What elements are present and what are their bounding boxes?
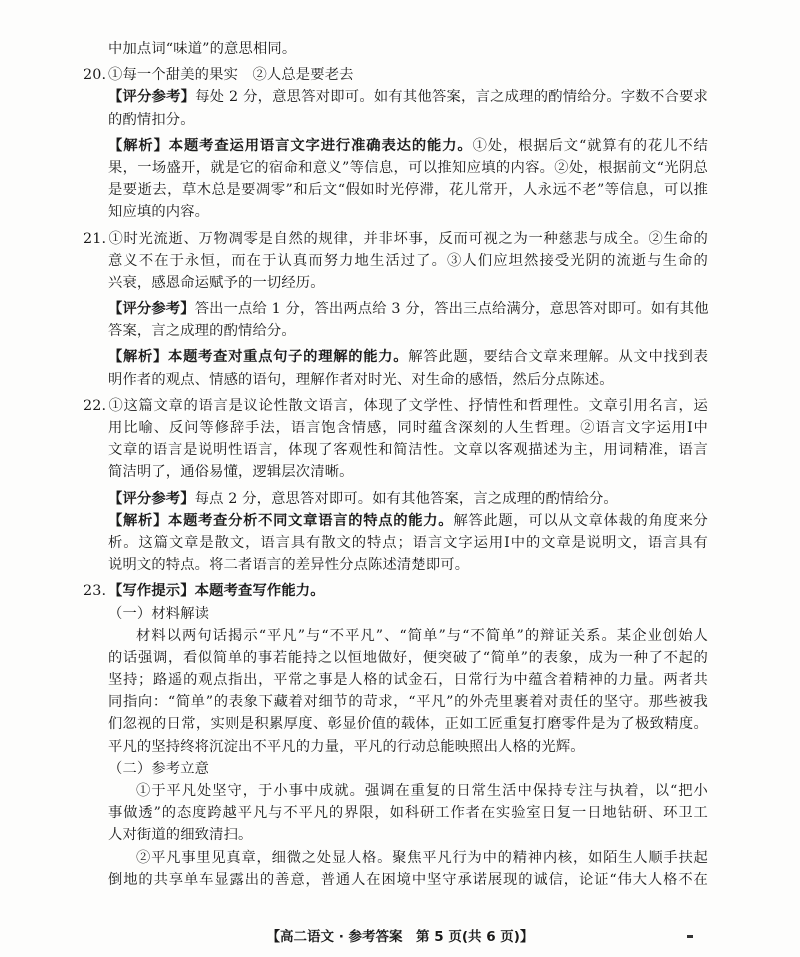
- bold-heading: 【解析】本题考查分析不同文章语言的特点的能力。: [108, 512, 454, 529]
- bold-heading: 【写作提示】本题考查写作能力。: [108, 583, 325, 600]
- line-text: ①处，根据后文“就算有的花儿不结: [472, 137, 708, 154]
- line-text: （二）参考立意: [108, 760, 210, 777]
- line-text: 每点 2 分，意思答对即可。如有其他答案，言之成理的酌情给分。: [194, 490, 618, 507]
- line-text: ①每一个甜美的果实 ②人总是要老去: [108, 67, 354, 84]
- bold-heading: 【解析】本题考查对重点句子的理解的能力。: [108, 349, 409, 366]
- text-line: [108, 824, 708, 846]
- line-text: （一）材料解读: [108, 605, 210, 622]
- text-line: [108, 439, 708, 461]
- line-text: 说明文的特点。将二者语言的差异性分点陈述清楚即可。: [108, 557, 470, 574]
- corner-mark: [687, 935, 693, 938]
- text-line: [108, 603, 708, 625]
- line-text: 每处 2 分，意思答对即可。如有其他答案，言之成理的酌情给分。字数不合要求: [195, 89, 709, 106]
- line-text: 解答此题，可以从文章体裁的角度来分: [453, 512, 708, 529]
- line-text: 简洁明了，通俗易懂，逻辑层次清晰。: [108, 464, 354, 481]
- line-text: ①时光流逝、万物凋零是自然的规律，并非坏事，反而可视之为一种慈悲与成全。②生命的: [108, 230, 708, 247]
- text-line: [108, 488, 708, 510]
- text-line: [108, 713, 708, 735]
- line-text: 答案，言之成理的酌情给分。: [108, 323, 296, 340]
- line-text: 果，一场盛开，就是它的宿命和意义”等信息，可以推知应填的内容。②处，根据前文“光阴总: [108, 159, 708, 176]
- line-text: 用比喻、反问等修辞手法，语言饱含情感，同时蕴含深刻的人生哲理。②语言文字运用Ⅰ中: [108, 420, 708, 436]
- line-text: 的话强调，看似简单的事若能持之以恒地做好，便突破了“简单”的表象，成为一种了不起的: [108, 649, 708, 666]
- text-line: [108, 135, 708, 157]
- text-line: [108, 298, 708, 320]
- line-text: 坚持；路遥的观点指出，平常之事是人格的试金石，日常行为中蕴含着精神的力量。两者共: [108, 672, 708, 689]
- text-line: [108, 417, 708, 439]
- text-line: [108, 109, 708, 131]
- line-text: 答出一点给 1 分，答出两点给 3 分，答出三点给满分，意思答对即可。如有其他: [194, 301, 709, 318]
- text-line: [108, 554, 708, 576]
- line-text: 们忽视的日常，实则是积累厚度、彰显价值的载体，正如工匠重复打磨零件是为了极致精度。: [108, 716, 708, 733]
- line-text: 中加点词“味道”的意思相同。: [108, 41, 297, 57]
- answer-key-body: [83, 38, 709, 891]
- line-text: ①这篇文章的语言是议论性散文语言，体现了文学性、抒情性和哲理性。文章引用名言，运: [108, 397, 708, 414]
- text-line: [108, 510, 708, 532]
- text-line: [108, 38, 708, 60]
- bold-heading: 【解析】本题考查运用语言文字进行准确表达的能力。: [108, 137, 473, 154]
- line-text: 解答此题，要结合文章来理解。从文中找到表: [408, 349, 709, 366]
- line-text: 明作者的观点、情感的语句，理解作者对时光、对生命的感悟，然后分点陈述。: [108, 371, 614, 388]
- text-line: [83, 580, 708, 602]
- text-line: [108, 847, 708, 869]
- text-line: [108, 201, 708, 223]
- text-line: [108, 250, 708, 272]
- page-footer: 【高二语文 · 参考答案 第 5 页(共 6 页)】: [266, 929, 534, 945]
- line-text: ①于平凡处坚守，于小事中成就。强调在重复的日常生活中保持专注与执着，以“把小: [136, 783, 708, 799]
- line-text: 平凡的坚持终将沉淀出不平凡的力量，平凡的行动总能映照出人格的光辉。: [108, 738, 585, 755]
- line-text: 知应填的内容。: [108, 204, 210, 221]
- text-line: [108, 179, 708, 201]
- bold-heading: 【评分参考】: [108, 89, 196, 106]
- line-text: 事做透”的态度跨越平凡与不平凡的界限，如科研工作者在实验室日复一日地钻研、环卫工: [108, 805, 708, 822]
- question-number: 20.: [83, 67, 107, 84]
- text-line: [108, 532, 708, 554]
- text-line: [108, 691, 708, 713]
- text-line: [83, 64, 708, 86]
- text-line: [83, 395, 708, 417]
- line-text: ②平凡事里见真章，细微之处显人格。聚焦平凡行为中的精神内核，如陌生人顺手扶起: [136, 849, 708, 866]
- line-text: 倒地的共享单车显露出的善意，普通人在困境中坚守承诺展现的诚信，论证“伟大人格不在: [108, 871, 708, 888]
- line-text: 意义不在于永恒，而在于认真而努力地生活过了。③人们应坦然接受光阴的流逝与生命的: [108, 252, 708, 269]
- line-text: 析。这篇文章是散文，语言具有散文的特点；语言文字运用Ⅰ中的文章是说明文，语言具有: [108, 534, 708, 551]
- text-line: [108, 369, 708, 391]
- text-line: [108, 802, 708, 824]
- text-line: [108, 461, 708, 483]
- line-text: 兴衰，感恩命运赋予的一切经历。: [108, 274, 325, 291]
- bold-heading: 【评分参考】: [108, 490, 195, 507]
- text-line: [108, 625, 708, 647]
- question-number: 23.: [83, 583, 107, 600]
- text-line: [108, 86, 708, 108]
- line-text: 材料以两句话揭示“平凡”与“不平凡”、“简单”与“不简单”的辩证关系。某企业创始人: [136, 627, 708, 644]
- text-line: [108, 758, 708, 780]
- text-line: [108, 647, 708, 669]
- line-text: 的酌情扣分。: [108, 111, 195, 128]
- question-number: 22.: [83, 397, 107, 414]
- text-line: [108, 272, 708, 294]
- text-line: [108, 669, 708, 691]
- text-line: [108, 320, 708, 342]
- text-line: [83, 228, 708, 250]
- line-text: 文章的语言是说明性语言，体现了客观性和简洁性。文章以客观描述为主，用词精准，语言: [108, 442, 708, 459]
- bold-heading: 【评分参考】: [108, 301, 195, 318]
- line-text: 人对街道的细致清扫。: [108, 827, 253, 844]
- text-line: [108, 157, 708, 179]
- line-text: 是要逝去，草木总是要凋零”和后文“假如时光停滞，花儿常开，人永远不老”等信息，可以推: [108, 182, 708, 199]
- text-line: [108, 346, 708, 368]
- question-number: 21.: [83, 230, 107, 247]
- line-text: 同指向：“简单”的表象下藏着对细节的苛求，“平凡”的外壳里裹着对责任的坚守。那些被我: [108, 694, 708, 711]
- text-line: [108, 736, 708, 758]
- text-line: [108, 780, 708, 802]
- text-line: [108, 869, 708, 891]
